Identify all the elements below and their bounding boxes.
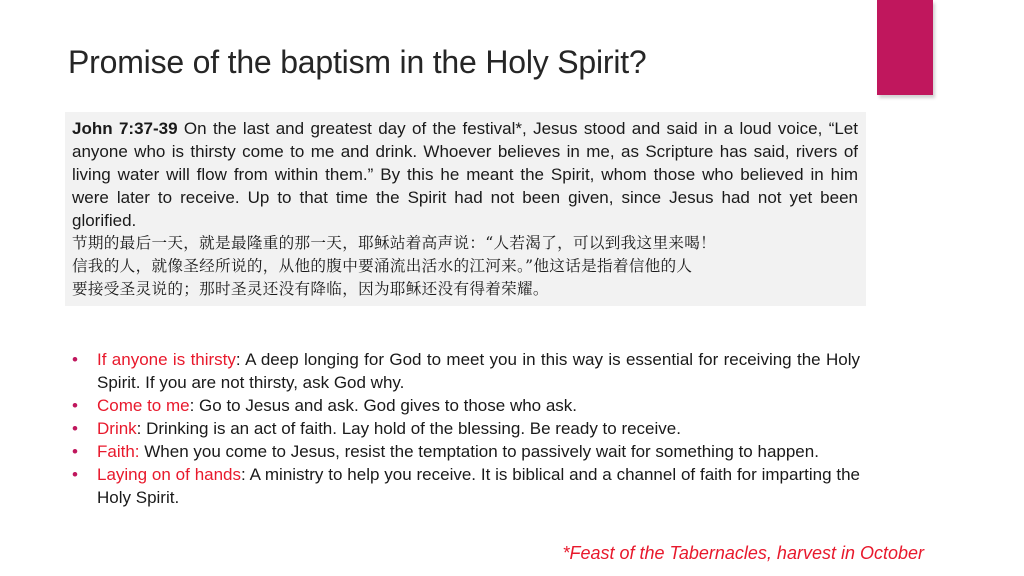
slide-title: Promise of the baptism in the Holy Spirit? [68,44,647,80]
scripture-reference: John 7:37-39 [72,119,178,138]
bullet-text: : Drinking is an act of faith. Lay hold of the blessing. Be ready to receive. [136,419,681,438]
scripture-chinese [72,232,858,301]
bullet-text: : Go to Jesus and ask. God gives to those who ask. [189,396,578,415]
bullet-list [70,348,860,509]
bullet-term: Come to me [97,396,190,415]
footnote: *Feast of the Tabernacles, harvest in October [562,543,924,563]
bullet-term: Laying on of hands [97,465,242,484]
bullet-dot-icon: • [72,465,78,484]
bullet-term: Faith: [97,442,140,461]
scripture-chinese-line: 要接受圣灵说的；那时圣灵还没有降临，因为耶稣还没有得着荣耀。 [72,280,549,298]
bullet-term: Drink [97,419,137,438]
scripture-chinese-line: 节期的最后一天，就是最隆重的那一天，耶稣站着高声说：“人若渴了，可以到我这里来喝！ [72,234,717,252]
accent-bar [877,0,933,95]
scripture-chinese-line: 信我的人，就像圣经所说的，从他的腹中要涌流出活水的江河来。”他这话是指着信他的人 [72,257,693,275]
bullet-item [70,440,860,463]
bullet-text: : A deep longing for God to meet you in this way is essential for receiving the Holy Spirit. If you are not thirsty, ask God why. [97,350,860,392]
bullet-item [70,417,860,440]
scripture-box [65,112,866,306]
bullet-text: When you come to Jesus, resist the temptation to passively wait for something to happen. [139,442,819,461]
bullet-item [70,394,860,417]
bullet-dot-icon: • [72,350,78,369]
bullet-term: If anyone is thirsty [97,350,236,369]
bullet-dot-icon: • [72,419,78,438]
bullet-item [70,463,860,509]
bullet-item [70,348,860,394]
scripture-english-text: On the last and greatest day of the festival*, Jesus stood and said in a loud voice, “Let anyone who is thirsty come to me and drink. Whoever believes in me, as Scripture has said, rivers of living water will flow from within them.” By this he meant the Spirit, whom those who believed in him were later to receive. Up to that time the Spirit had not been given, since Jesus had not yet been glorified. [72,119,858,230]
scripture-english [72,117,858,232]
bullet-dot-icon: • [72,396,78,415]
bullet-dot-icon: • [72,442,78,461]
bullet-text: : A ministry to help you receive. It is biblical and a channel of faith for imparting the Holy Spirit. [97,465,861,507]
